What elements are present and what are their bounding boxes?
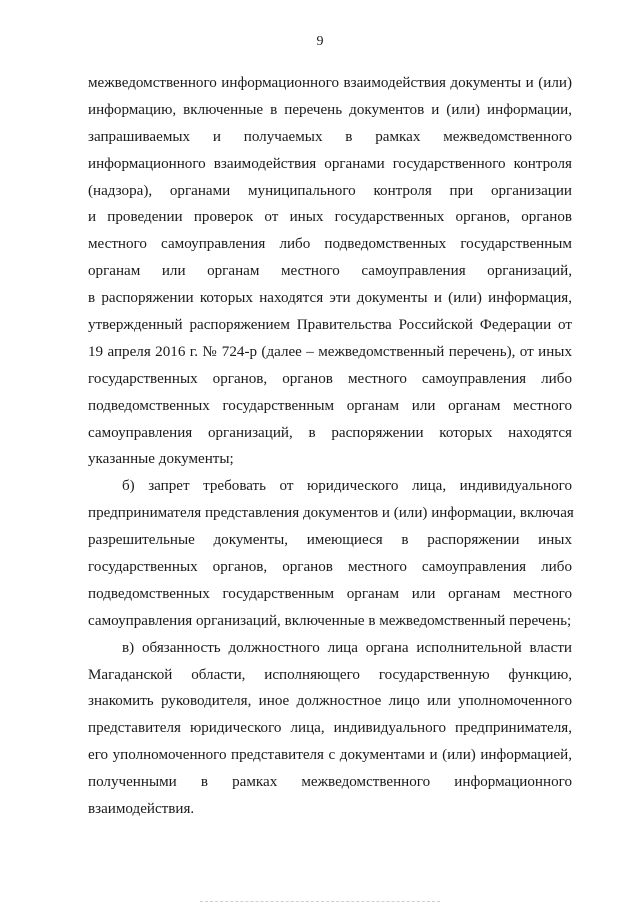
text-line: межведомственного информационного взаимодействия документы и (или): [88, 75, 572, 91]
text-line: разрешительные документы, имеющиеся в распоряжении иных: [88, 532, 572, 549]
paragraph-item-b: [88, 473, 572, 634]
text-line: самоуправления организаций, включенные в межведомственный перечень;: [88, 612, 572, 629]
text-line: знакомить руководителя, иное должностное лицо или уполномоченного: [88, 693, 572, 710]
page-number: 9: [316, 34, 324, 49]
text-line: запрашиваемых и получаемых в рамках межведомственного: [88, 128, 572, 145]
scan-edge-mark: [200, 901, 440, 903]
text-line: его уполномоченного представителя с документами и (или) информацией,: [88, 747, 572, 764]
text-line: подведомственных государственным органам или органам местного: [88, 397, 572, 414]
text-line: государственных органов, органов местного самоуправления либо: [88, 370, 572, 387]
text-line: взаимодействия.: [88, 801, 195, 818]
text-line: б) запрет требовать от юридического лица, индивидуального: [122, 478, 572, 495]
text-line: указанные документы;: [88, 451, 234, 468]
paragraph-item-v: [88, 635, 572, 823]
paragraph-continuation: [88, 70, 572, 473]
text-line: местного самоуправления либо подведомственных государственным: [88, 236, 572, 253]
text-line: 19 апреля 2016 г. № 724-р (далее – межведомственный перечень), от иных: [88, 343, 572, 360]
text-line: утвержденный распоряжением Правительства Российской Федерации от: [88, 317, 572, 334]
text-line: подведомственных государственным органам или органам местного: [88, 585, 572, 602]
text-line: самоуправления организаций, в распоряжении которых находятся: [88, 424, 572, 441]
text-line: в распоряжении которых находятся эти документы и (или) информация,: [88, 290, 572, 307]
text-line: предпринимателя представления документов и (или) информации, включая: [88, 505, 574, 522]
text-line: информацию, включенные в перечень документов и (или) информации,: [88, 101, 572, 118]
text-line: полученными в рамках межведомственного информационного: [88, 774, 572, 791]
text-line: и проведении проверок от иных государственных органов, органов: [88, 209, 572, 226]
document-body: [88, 70, 572, 823]
text-line: государственных органов, органов местного самоуправления либо: [88, 559, 572, 576]
text-line: (надзора), органами муниципального контроля при организации: [88, 182, 572, 199]
text-line: Магаданской области, исполняющего государственную функцию,: [88, 666, 572, 683]
text-line: представителя юридического лица, индивидуального предпринимателя,: [88, 720, 572, 737]
text-line: в) обязанность должностного лица органа исполнительной власти: [122, 639, 572, 656]
text-line: органам или органам местного самоуправления организаций,: [88, 263, 572, 280]
text-line: информационного взаимодействия органами государственного контроля: [88, 155, 572, 172]
